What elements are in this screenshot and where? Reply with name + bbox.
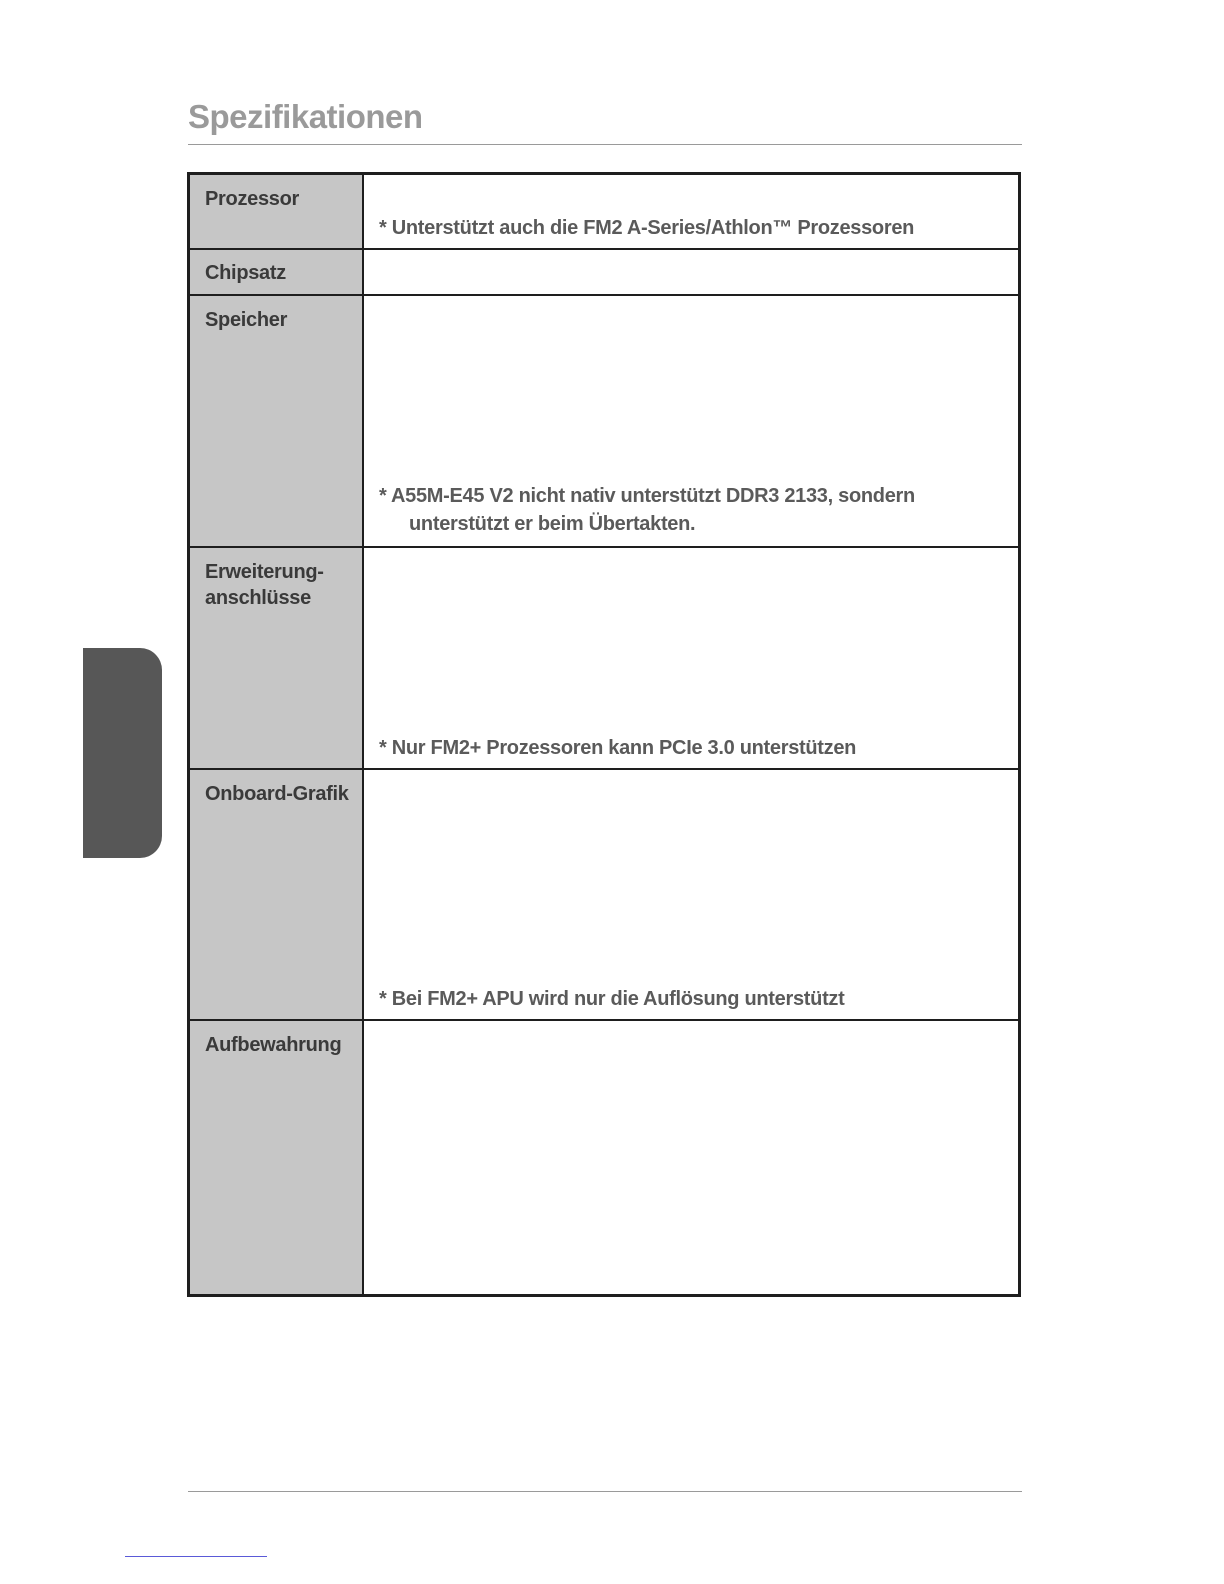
- title-divider: [188, 144, 1022, 145]
- spec-row-note: * Bei FM2+ APU wird nur die Auflösung unterstützt: [379, 988, 845, 1010]
- spec-row-aufbewahrung: [190, 1021, 1018, 1294]
- spec-row-label: Prozessor: [205, 188, 300, 210]
- spec-row-speicher: [190, 296, 1018, 548]
- bottom-link-underline: [125, 1556, 267, 1557]
- page-title: Spezifikationen: [188, 98, 423, 135]
- spec-row-erweiterungsanschluesse: [190, 548, 1018, 770]
- spec-row-label: Onboard-Grafik: [205, 783, 349, 805]
- spec-row-note: * Unterstützt auch die FM2 A-Series/Athlon™ Prozessoren: [379, 217, 915, 239]
- footer-divider: [188, 1491, 1022, 1492]
- spec-row-label: Speicher: [205, 309, 288, 331]
- spec-row-label: Chipsatz: [205, 262, 286, 284]
- spec-row-note: * Nur FM2+ Prozessoren kann PCIe 3.0 unterstützen: [379, 737, 857, 759]
- spec-row-onboard-grafik: [190, 770, 1018, 1021]
- spec-row-label: Erweiterung-anschlüsse: [205, 561, 324, 609]
- spec-row-chipsatz: [190, 250, 1018, 296]
- spec-table: [187, 172, 1021, 1297]
- spec-row-label: Aufbewahrung: [205, 1034, 342, 1056]
- spec-row-prozessor: [190, 175, 1018, 250]
- spec-row-note: * A55M-E45 V2 nicht nativ unterstützt DDR3 2133, sondern unterstützt er beim Übertakten.: [379, 485, 915, 535]
- chapter-side-tab: [83, 648, 162, 858]
